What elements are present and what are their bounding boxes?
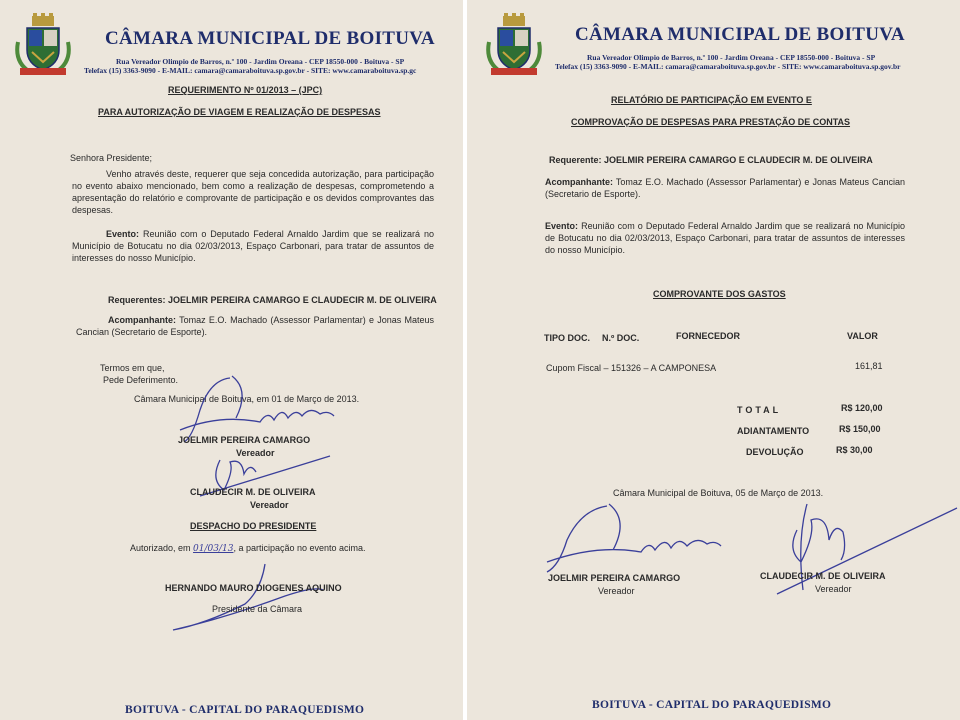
report-subtitle: COMPROVAÇÃO DE DESPESAS PARA PRESTAÇÃO DE CONTAS xyxy=(571,117,851,127)
companion-text: Tomaz E.O. Machado (Assessor Parlamentar) e Jonas Mateus Cancian (Secretario de Esporte). xyxy=(76,315,434,337)
chamber-title: CÂMARA MUNICIPAL DE BOITUVA xyxy=(105,28,435,49)
chamber-contact: Telefax (15) 3363-9090 - E-MAIL: camara@camaraboituva.sp.gov.br - SITE: www.camaraboituva.sp.gc xyxy=(84,66,417,75)
event-paragraph xyxy=(545,220,905,256)
event-text: Reunião com o Deputado Federal Arnaldo Jardim que se realizará no Município de Botucatu no dia 02/03/2013, Espaço Carbonari, para tratar de assuntos de interesses do nosso Município. xyxy=(72,229,434,263)
dispatch-line xyxy=(130,542,366,555)
signature-claudecir xyxy=(757,500,960,600)
doc-subtitle: PARA AUTORIZAÇÃO DE VIAGEM E REALIZAÇÃO DE DESPESAS xyxy=(98,107,381,117)
requesters-line xyxy=(108,294,437,306)
expenses-title: COMPROVANTE DOS GASTOS xyxy=(653,289,786,299)
advance-label: ADIANTAMENTO xyxy=(737,426,810,436)
place-date: Câmara Municipal de Boituva, 05 de Março de 2013. xyxy=(613,488,824,498)
chamber-contact: Telefax (15) 3363-9090 - E-MAIL: camara@camaraboituva.sp.gov.br - SITE: www.camaraboituva.sp.gov.br xyxy=(555,62,901,71)
refund-label: DEVOLUÇÃO xyxy=(746,447,804,457)
signer-2-name: CLAUDECIR M. DE OLIVEIRA xyxy=(760,571,886,581)
event-text: Reunião com o Deputado Federal Arnaldo Jardim que se realizará no Município de Botucatu no dia 02/03/2013, Espaço Carbonari, para tratar de assuntos de interesses do nosso Município. xyxy=(545,221,905,255)
refund-value: R$ 30,00 xyxy=(836,445,873,455)
report-title: RELATÓRIO DE PARTICIPAÇÃO EM EVENTO E xyxy=(611,95,812,105)
companion-paragraph xyxy=(76,314,434,338)
doc-title: REQUERIMENTO Nº 01/2013 – (JPC) xyxy=(168,85,323,95)
dispatch-title: DESPACHO DO PRESIDENTE xyxy=(190,521,317,531)
dispatch-date: 01/03/13 xyxy=(193,544,234,554)
signer-2-role: Vereador xyxy=(250,500,289,510)
municipal-crest-icon xyxy=(483,12,545,78)
closing-line-2: Pede Deferimento. xyxy=(103,375,179,385)
report-document xyxy=(467,0,960,720)
requesters-label: Requerentes: xyxy=(108,295,166,305)
event-label: Evento: xyxy=(545,221,579,231)
signer-1-role: Vereador xyxy=(236,448,275,458)
expense-row-text: Cupom Fiscal – 151326 – A CAMPONESA xyxy=(546,363,717,373)
requirement-document xyxy=(0,0,463,720)
salutation: Senhora Presidente; xyxy=(70,153,153,163)
advance-value: R$ 150,00 xyxy=(839,424,881,434)
requester-names: JOELMIR PEREIRA CAMARGO E CLAUDECIR M. DE OLIVEIRA xyxy=(604,155,873,165)
chamber-address: Rua Vereador Olimpio de Barros, n.º 100 - Jardim Oreana - CEP 18550-000 - Boituva - SP xyxy=(587,53,876,62)
footer-motto: BOITUVA - CAPITAL DO PARAQUEDISMO xyxy=(125,704,365,716)
companion-label: Acompanhante: xyxy=(545,177,614,187)
expense-row-value: 161,81 xyxy=(855,361,883,371)
president-role: Presidente da Câmara xyxy=(212,604,303,614)
closing-line-1: Termos em que, xyxy=(100,363,165,373)
signer-2-role: Vereador xyxy=(815,584,852,594)
signer-2-name: CLAUDECIR M. DE OLIVEIRA xyxy=(190,487,316,497)
requester-label: Requerente: xyxy=(549,155,602,165)
signature-joelmir xyxy=(537,500,727,580)
dispatch-pre: Autorizado, em xyxy=(130,543,191,553)
col-fornecedor: FORNECEDOR xyxy=(676,331,741,341)
chamber-address: Rua Vereador Olimpio de Barros, n.º 100 - Jardim Oreana - CEP 18550-000 - Boituva - SP xyxy=(116,57,405,66)
col-valor: VALOR xyxy=(847,331,878,341)
event-paragraph xyxy=(72,228,434,264)
requester-line xyxy=(549,154,873,166)
col-num-doc: N.º DOC. xyxy=(602,333,640,343)
total-label: TOTAL xyxy=(737,405,782,415)
signer-1-name: JOELMIR PEREIRA CAMARGO xyxy=(178,435,311,445)
signer-1-name: JOELMIR PEREIRA CAMARGO xyxy=(548,573,681,583)
total-value: R$ 120,00 xyxy=(841,403,883,413)
request-body: Venho através deste, requerer que seja concedida autorização, para participação no evento abaixo mencionado, bem como a realização de despesas, comprometendo a apresentação do relatório e comprovante de participação e os devidos comprovantes das despesas. xyxy=(72,169,434,215)
signer-1-role: Vereador xyxy=(598,586,635,596)
event-label: Evento: xyxy=(106,229,140,239)
municipal-crest-icon xyxy=(12,12,74,78)
dispatch-post: , a participação no evento acima. xyxy=(233,543,366,553)
place-date: Câmara Municipal de Boituva, em 01 de Março de 2013. xyxy=(134,394,360,404)
companion-text: Tomaz E.O. Machado (Assessor Parlamentar) e Jonas Mateus Cancian (Secretario de Esporte). xyxy=(545,177,905,199)
president-name: HERNANDO MAURO DIOGENES AQUINO xyxy=(165,583,342,593)
col-tipo-doc: TIPO DOC. xyxy=(544,333,591,343)
signature-president xyxy=(165,560,335,640)
requesters-names: JOELMIR PEREIRA CAMARGO E CLAUDECIR M. DE OLIVEIRA xyxy=(168,295,437,305)
footer-motto: BOITUVA - CAPITAL DO PARAQUEDISMO xyxy=(592,699,832,711)
companion-paragraph xyxy=(545,176,905,200)
chamber-title: CÂMARA MUNICIPAL DE BOITUVA xyxy=(575,24,905,45)
companion-label: Acompanhante: xyxy=(108,315,177,325)
